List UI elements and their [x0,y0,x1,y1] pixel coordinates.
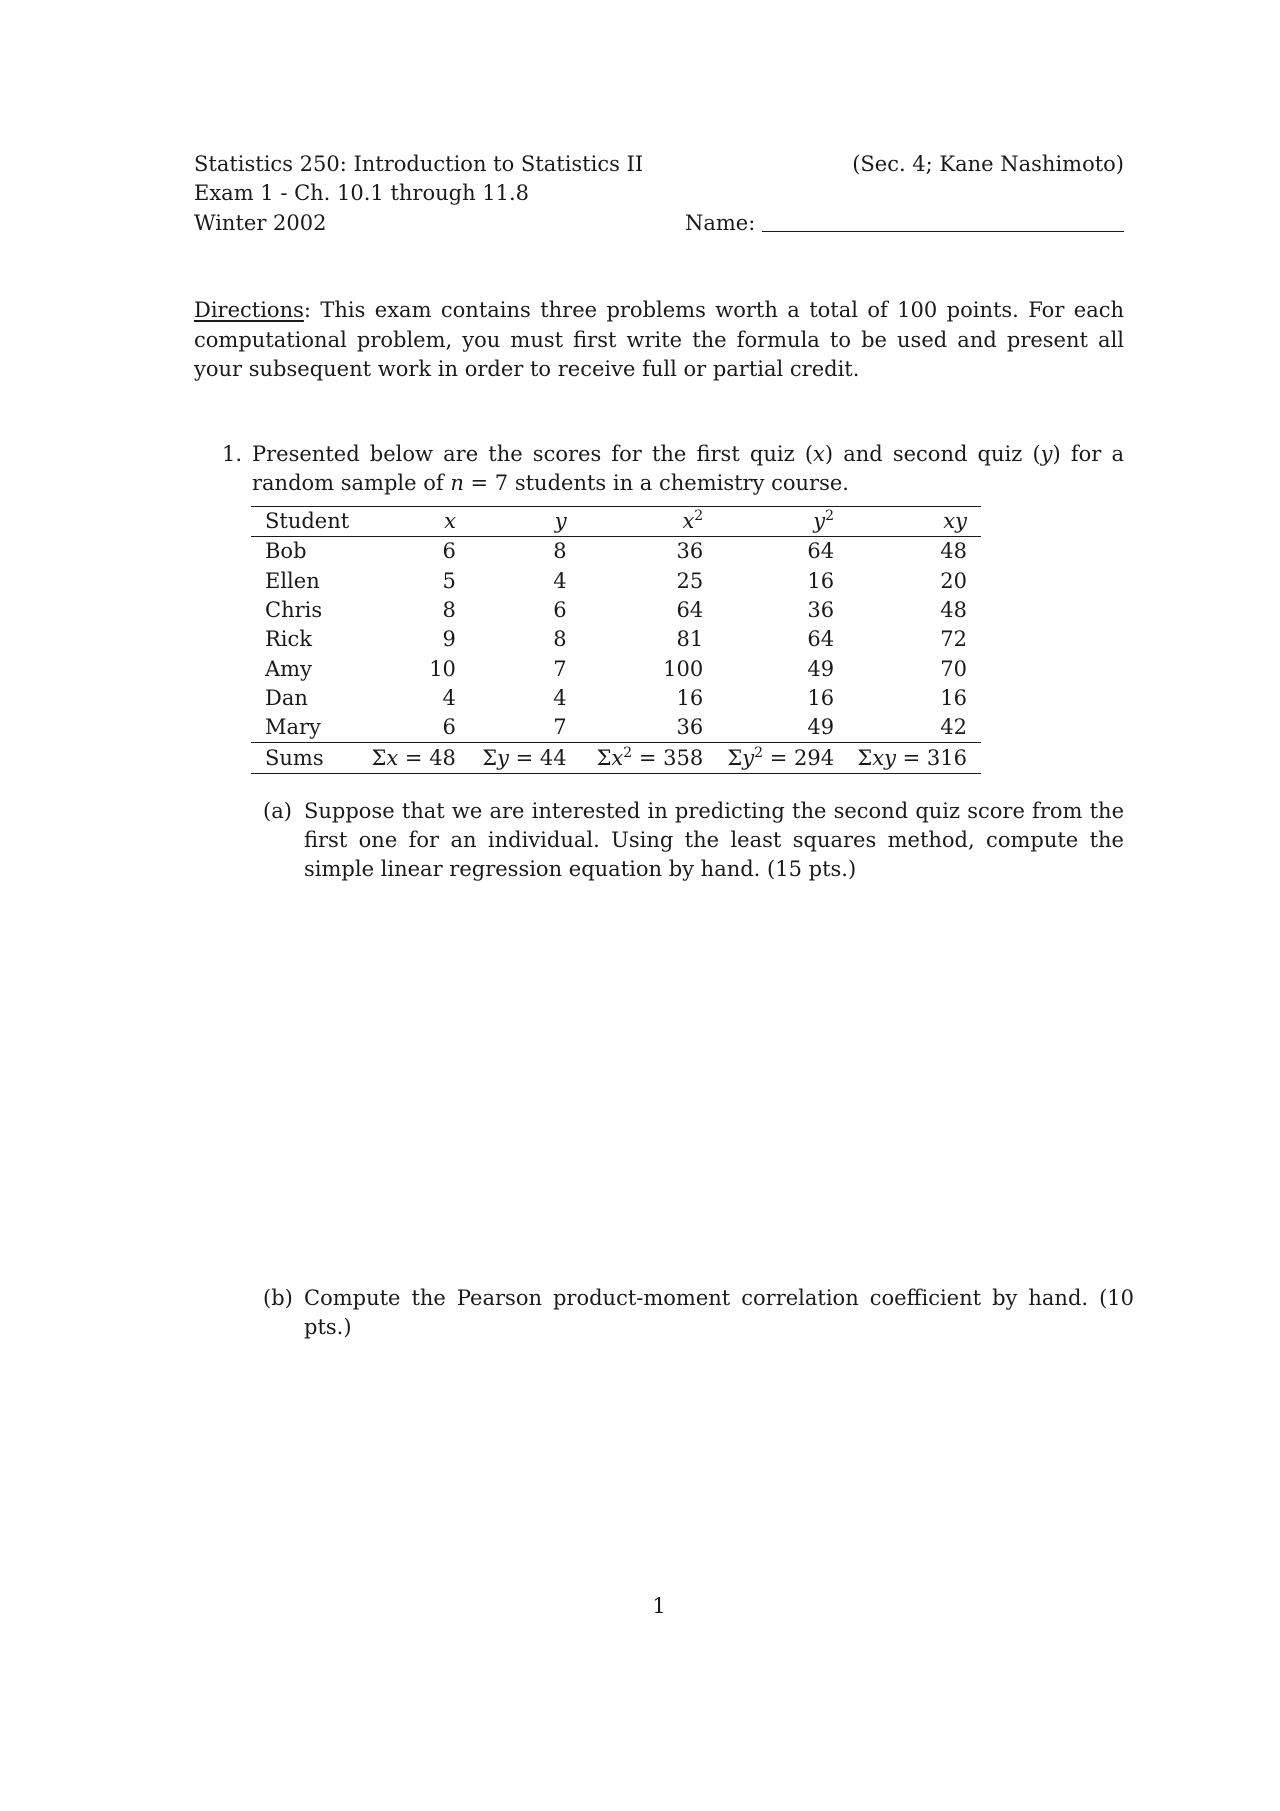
table-row [251,684,981,713]
cell-y: 7 [553,656,567,681]
exam-title: Exam 1 - Ch. 10.1 through 11.8 [194,181,530,205]
cell-x-squared: 81 [676,627,704,652]
cell-x-squared: 25 [676,568,704,593]
table-header-row [251,507,981,537]
cell-xy: 72 [940,627,967,652]
part-b-label: (b) [263,1286,293,1310]
section-instructor: (Sec. 4; Kane Nashimoto) [852,152,1124,176]
cell-y: 6 [553,598,567,623]
header-student: Student [265,509,350,534]
cell-xy: 16 [940,685,967,710]
sums-label: Sums [265,745,324,770]
cell-x: 4 [442,685,456,710]
cell-student: Amy [265,656,312,681]
sum-x: Σx = 48 [371,745,456,770]
header-y: y [554,509,567,534]
name-label: Name: [685,211,756,235]
cell-student: Chris [265,598,323,623]
cell-y-squared: 16 [807,568,835,593]
part-b-text: Compute the Pearson product-moment correlation coefficient by hand. (10 pts.) [304,1286,1134,1339]
header-xy: xy [943,509,967,534]
cell-xy: 20 [940,568,967,593]
scores-table [251,506,981,774]
table-row [251,596,981,625]
cell-xy: 48 [940,539,967,564]
part-a-text: Suppose that we are interested in predicting the second quiz score from the first one for an individual. Using the least squares method, compute the simple linear regression equation by hand. (15 pts.) [304,799,1124,881]
cell-y-squared: 36 [807,598,835,623]
cell-y: 4 [553,685,567,710]
cell-x: 5 [442,568,456,593]
cell-y: 8 [553,539,567,564]
cell-x-squared: 36 [676,715,704,740]
problem-1-text: Presented below are the scores for the first quiz (x) and second quiz (y) for a random sample of n = 7 students in a chemistry course. [252,442,1124,495]
cell-student: Bob [265,539,307,564]
sum-xy: Σxy = 316 [857,745,967,770]
cell-y-squared: 64 [807,539,835,564]
directions-text: : This exam contains three problems worth a total of 100 points. For each computational problem, you must first write the formula to be used and present all your subsequent work in order to receive full or partial credit. [194,298,1124,381]
cell-x-squared: 36 [676,539,704,564]
cell-x-squared: 64 [676,598,704,623]
sum-x-squared: $\Sigma x^2 = 358$ [596,744,704,770]
page-number: 1 [652,1594,666,1618]
cell-y-squared: 16 [807,685,835,710]
table-body [251,537,981,743]
cell-x: 10 [429,656,456,681]
cell-x: 9 [442,627,456,652]
header-x-squared: $x^2$ [682,508,704,534]
table-row [251,625,981,654]
course-title: Statistics 250: Introduction to Statistics II [194,152,644,176]
cell-y: 4 [553,568,567,593]
cell-y-squared: 49 [807,715,835,740]
cell-y-squared: 49 [807,656,835,681]
table-row [251,654,981,683]
part-a-label: (a) [263,799,292,823]
cell-student: Rick [265,627,313,652]
cell-student: Dan [265,685,308,710]
cell-student: Mary [265,715,321,740]
cell-student: Ellen [265,568,320,593]
directions-paragraph [194,296,1124,385]
problem-1-number: 1. [222,442,243,466]
table-sums-row [251,743,981,773]
name-blank-line [762,231,1124,232]
sum-y-squared: $\Sigma y^2 = 294$ [727,744,835,770]
exam-term: Winter 2002 [194,211,327,235]
cell-xy: 48 [940,598,967,623]
cell-x: 8 [442,598,456,623]
cell-x-squared: 100 [663,656,704,681]
table-row [251,713,981,743]
cell-y: 7 [553,715,567,740]
directions-label: Directions [194,298,304,322]
cell-x-squared: 16 [676,685,704,710]
cell-x: 6 [442,715,456,740]
table-row [251,537,981,567]
cell-x: 6 [442,539,456,564]
header-x: x [444,509,456,534]
cell-y: 8 [553,627,567,652]
cell-xy: 42 [940,715,967,740]
cell-xy: 70 [940,656,967,681]
sum-y: Σy = 44 [482,745,567,770]
cell-y-squared: 64 [807,627,835,652]
table-row [251,567,981,596]
header-y-squared: $y^2$ [813,508,835,534]
